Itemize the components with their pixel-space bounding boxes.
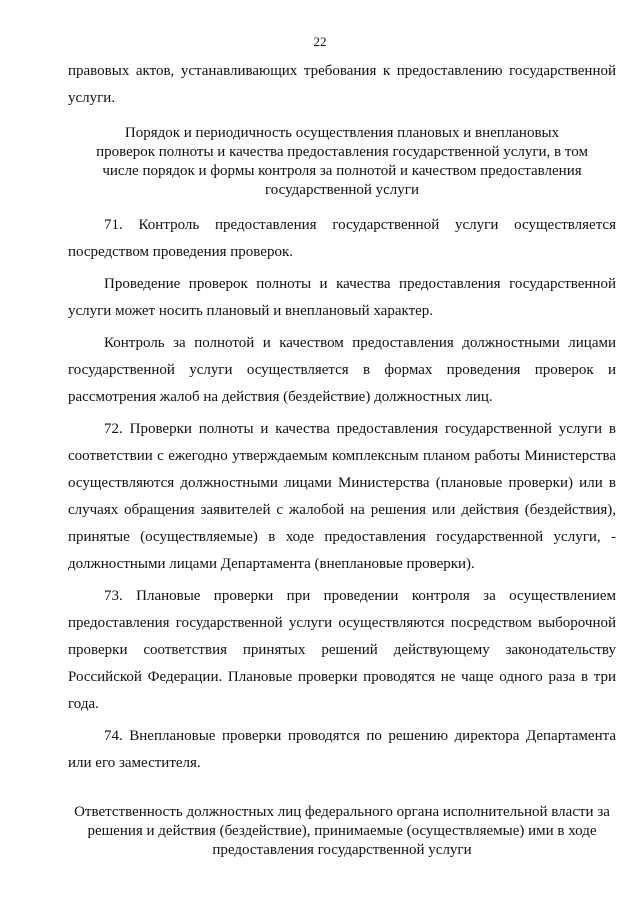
paragraph-72: 72. Проверки полноты и качества предоставления государственной услуги в соответствии с ежегодно утверждаемым комплексным планом работы Министерства осуществляются должностными лицами Министерства (плановые проверки) или в случаях обращения заявителей с жалобой на решения или действия (бездействия), принятые (осуществляемые) в ходе предоставления государственной услуги, - должностными лицами Департамента (внеплановые проверки). xyxy=(68,421,616,572)
paragraph-74: 74. Внеплановые проверки проводятся по решению директора Департамента или его заместителя. xyxy=(68,728,616,771)
page-number: 22 xyxy=(313,34,327,49)
paragraph-checks-nature: Проведение проверок полноты и качества предоставления государственной услуги может носить плановый и внеплановый характер. xyxy=(68,276,616,319)
bottom-section-heading: Ответственность должностных лиц федерального органа исполнительной власти за решения и действия (бездействие), принимаемые (осуществляемые) ими в ходе предоставления государственной услуги xyxy=(74,804,610,858)
section-heading: Порядок и периодичность осуществления плановых и внеплановых проверок полноты и качества предоставления государственной услуги, в том числе порядок и формы контроля за полнотой и качеством предоставления государственной услуги xyxy=(96,125,588,198)
paragraph-control-forms: Контроль за полнотой и качеством предоставления должностными лицами государственной услуги осуществляется в формах проведения проверок и рассмотрения жалоб на действия (бездействие) должностных лиц. xyxy=(68,335,616,405)
document-body xyxy=(68,58,616,860)
intro-paragraph: правовых актов, устанавливающих требования к предоставлению государственной услуги. xyxy=(68,63,616,106)
paragraph-73: 73. Плановые проверки при проведении контроля за осуществлением предоставления государственной услуги осуществляются посредством выборочной проверки соответствия принятых решений действующему законодательству Российской Федерации. Плановые проверки проводятся не чаще одного раза в три года. xyxy=(68,588,616,712)
paragraph-71: 71. Контроль предоставления государственной услуги осуществляется посредством проведения проверок. xyxy=(68,217,616,260)
